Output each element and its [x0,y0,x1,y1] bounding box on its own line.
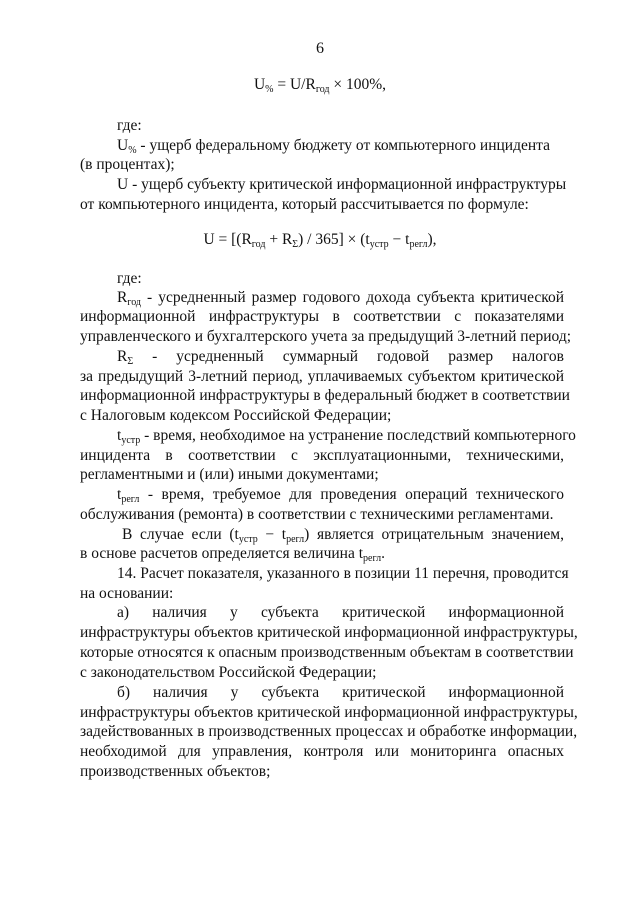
paragraph-text: ) является отрицательным значением, [304,526,564,543]
definition-text: - время, необходимое на устранение последствий компьютерного [140,427,576,444]
paragraph-line: необходимой для управления, контроля или мониторинга опасных [80,743,564,760]
paragraph-line: задействованных в производственных процессах и обработке информации, [80,723,578,740]
definition-line: за предыдущий 3-летний период, уплачиваемых субъектом критической [80,368,564,385]
definition-symbol: R [117,289,128,306]
item-a-paragraph: а) наличия у субъекта критической информационной [117,604,564,621]
definition-u-percent [117,136,564,156]
formula-text: − t [388,231,410,248]
formula-subscript: устр [369,239,389,250]
paragraph-line: с законодательством Российской Федерации; [80,664,377,681]
formula-subscript: год [251,239,266,250]
definition-line: информационной инфраструктуры в соответствии с показателями [80,308,564,325]
paragraph-subscript: регл [286,534,305,545]
definition-line: информационной инфраструктуры в федеральный бюджет в соответствии [80,387,570,404]
definition-subscript: регл [121,494,140,505]
definition-symbol: t [117,486,122,503]
formula-subscript: регл [409,239,428,250]
page-number: 6 [316,40,324,57]
paragraph-line: на основании: [80,585,174,602]
definition-line: управленческого и бухгалтерского учета за предыдущий 3-летний период; [80,328,572,345]
definition-u: U - ущерб субъекту критической информационной инфраструктуры [117,176,567,193]
definition-line: от компьютерного инцидента, который рассчитывается по формуле: [80,196,529,213]
definition-r-god [117,288,564,308]
formula-u [0,231,640,249]
definition-line: инцидента в соответствии с эксплуатационными, техническими, [80,447,564,464]
paragraph-subscript: регл [363,553,382,564]
definition-line: с Налоговым кодексом Российской Федерации; [80,407,392,424]
where-label: где: [117,117,142,134]
formula-text: = U/R [273,76,316,93]
definition-symbol: t [117,427,122,444]
item-14-paragraph: 14. Расчет показателя, указанного в позиции 11 перечня, проводится [117,565,569,582]
definition-text: - время, требуемое для проведения операций технического [139,486,564,503]
paragraph-text: в основе расчетов определяется величина t [80,545,364,562]
paragraph-text: В случае если (t [122,526,239,543]
definition-subscript: год [127,297,141,308]
where-label: где: [117,270,142,287]
formula-subscript: Σ [292,239,299,250]
definition-subscript: Σ [127,356,134,367]
formula-u-percent [0,76,640,94]
definition-text: - усредненный суммарный годовой размер налогов [133,348,564,365]
definition-r-sum [117,347,564,367]
definition-symbol: U [117,137,129,154]
definition-text: - усредненный размер годового дохода субъекта критической [141,289,564,306]
paragraph-line: инфраструктуры объектов критической информационной инфраструктуры, [80,624,578,641]
paragraph-line: которые относятся к опасным производственным объектам в соответствии [80,644,574,661]
definition-line: (в процентах); [80,156,175,173]
definition-subscript: % [128,145,137,156]
definition-t-regl [117,485,564,505]
paragraph-text: . [381,545,385,562]
formula-text: × 100%, [329,76,387,93]
definition-text: - ущерб федеральному бюджету от компьютерного инцидента [136,137,550,154]
paragraph-line: производственных объектов; [80,763,271,780]
paragraph-subscript: устр [238,534,258,545]
negative-case-paragraph [122,525,564,545]
definition-t-ustr [117,426,576,446]
formula-subscript: год [315,84,330,95]
paragraph-line [80,544,564,564]
formula-text: ), [427,231,437,248]
formula-text: U = [(R [203,231,252,248]
definition-line: регламентными и (или) иными документами; [80,466,379,483]
definition-subscript: устр [121,435,141,446]
formula-subscript: % [265,84,274,95]
paragraph-line: инфраструктуры объектов критической информационной инфраструктуры, [80,704,578,721]
paragraph-text: − t [257,526,287,543]
definition-line: обслуживания (ремонта) в соответствии с техническими регламентами. [80,506,554,523]
formula-symbol: U [253,76,266,93]
formula-text: ) / 365] × (t [298,231,370,248]
item-b-paragraph: б) наличия у субъекта критической информационной [117,684,564,701]
definition-symbol: R [117,348,128,365]
formula-text: + R [265,231,293,248]
